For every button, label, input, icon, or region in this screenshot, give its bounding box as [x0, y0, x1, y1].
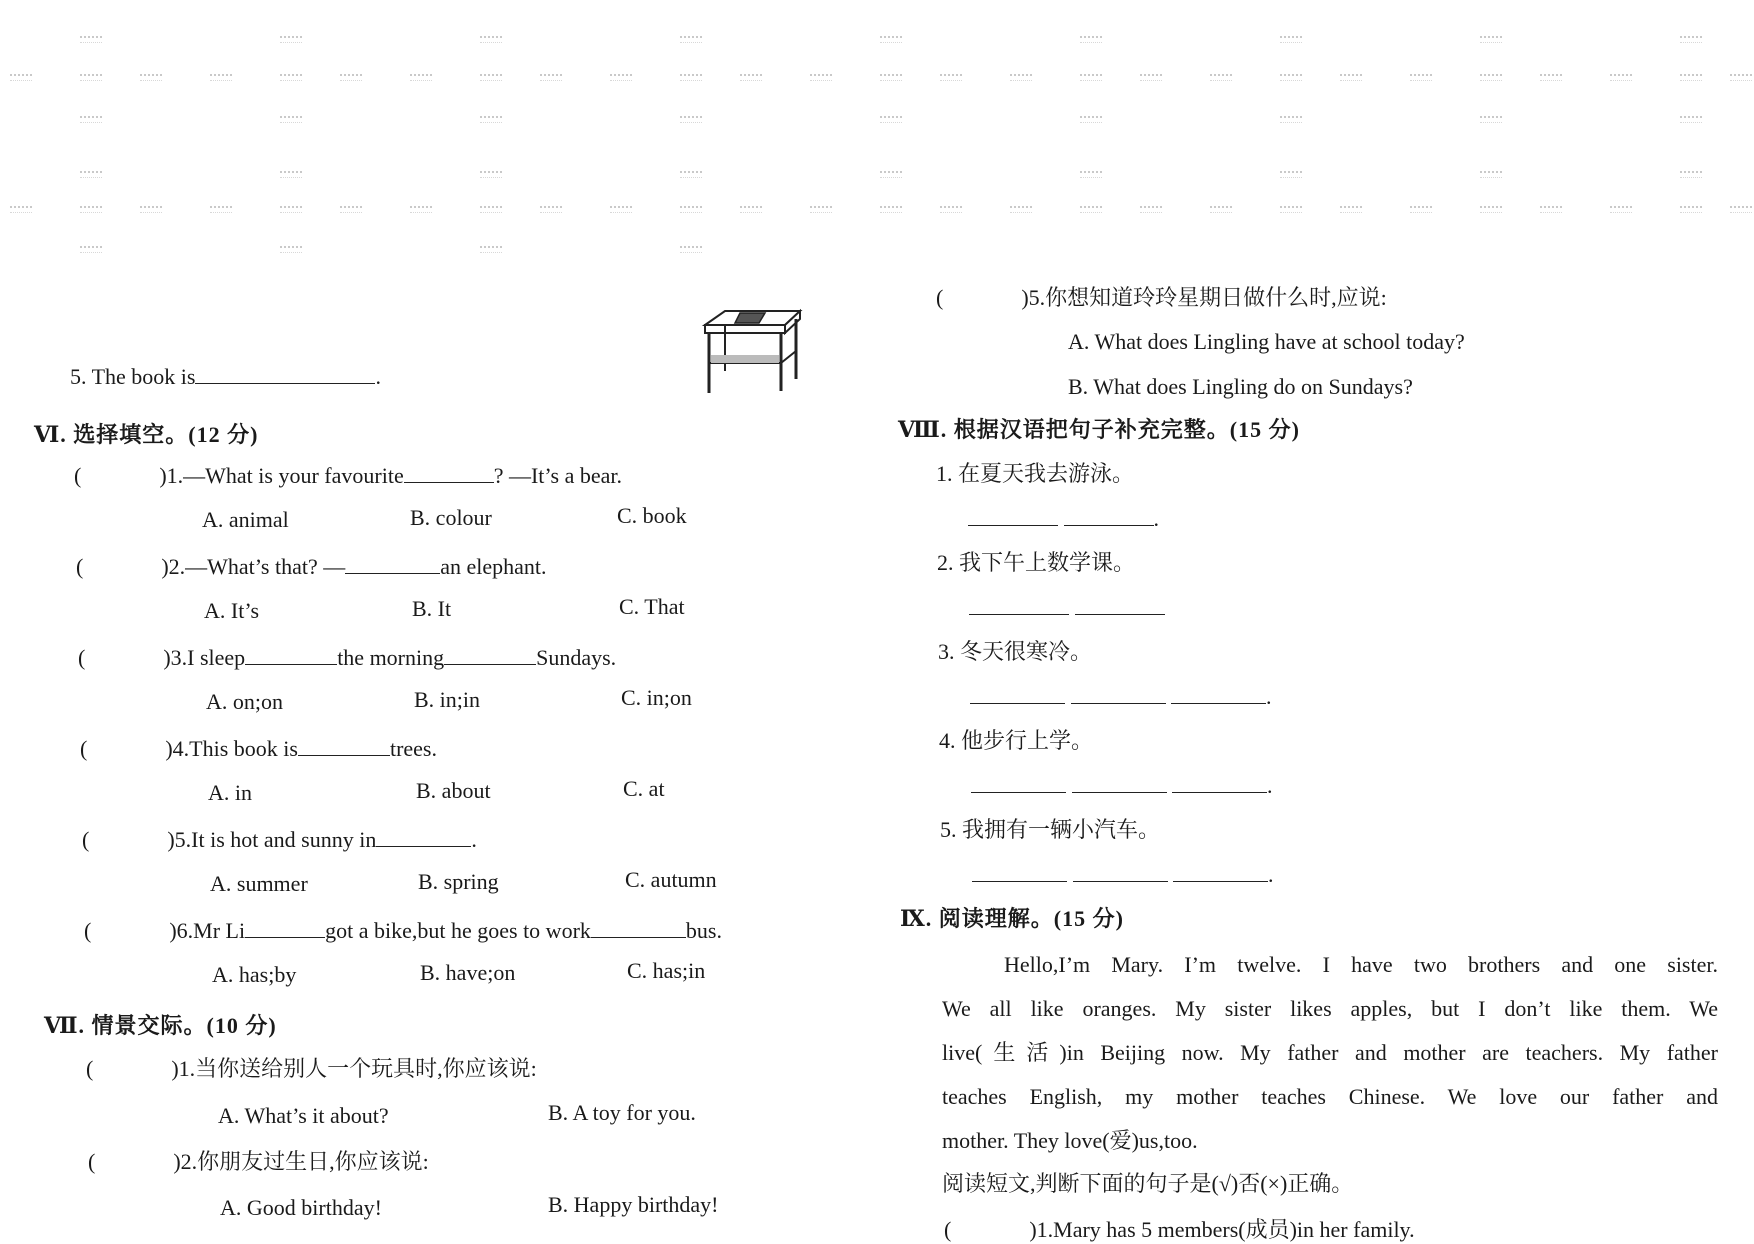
watermark-band	[0, 108, 1754, 138]
watermark-mark	[680, 171, 702, 178]
sec7-q1-option-b[interactable]: B. A toy for you.	[548, 1100, 696, 1125]
section-7-title: Ⅶ. 情景交际。(10 分)	[44, 1013, 277, 1038]
english-sentence	[970, 683, 1272, 711]
watermark-mark	[480, 246, 502, 253]
watermark-mark	[1010, 74, 1032, 81]
watermark-band	[0, 163, 1754, 193]
reading-instruction: 阅读短文,判断下面的句子是(√)否(×)正确。	[942, 1171, 1354, 1196]
chinese-prompt: 3. 冬天很寒冷。	[938, 639, 1093, 664]
watermark-mark	[1480, 74, 1502, 81]
sec7-q1: ( )1.当你送给别人一个玩具时,你应该说:	[86, 1056, 537, 1081]
section-8-title: Ⅷ. 根据汉语把句子补充完整。(15 分)	[898, 417, 1300, 442]
watermark-mark	[280, 246, 302, 253]
answer-blank[interactable]	[591, 919, 686, 938]
text-span: (	[82, 827, 90, 852]
passage-line: mother. They love(爱)us,too.	[942, 1128, 1198, 1153]
text-span: an elephant.	[440, 554, 547, 579]
watermark-mark	[610, 206, 632, 213]
passage-line: We all like oranges. My sister likes apples, but I don’t like them. We	[942, 996, 1718, 1021]
watermark-mark	[1280, 116, 1302, 123]
watermark-mark	[210, 74, 232, 81]
watermark-mark	[1680, 206, 1702, 213]
text-span: Mr Li	[193, 918, 246, 943]
text-span: I sleep	[187, 645, 246, 670]
choice-question	[76, 553, 547, 581]
text-span: (	[80, 736, 88, 761]
watermark-mark	[940, 206, 962, 213]
watermark-mark	[480, 171, 502, 178]
choice-question	[82, 826, 477, 854]
watermark-mark	[1540, 74, 1562, 81]
watermark-mark	[1480, 116, 1502, 123]
watermark-mark	[340, 206, 362, 213]
text-span: got a bike,but he goes to work	[325, 918, 591, 943]
watermark-mark	[1280, 171, 1302, 178]
answer-blank[interactable]	[969, 596, 1069, 615]
chinese-prompt: 4. 他步行上学。	[939, 728, 1094, 753]
watermark-mark	[1480, 36, 1502, 43]
answer-blank[interactable]	[195, 365, 375, 384]
sec7-q1-option-a[interactable]: A. What’s it about?	[218, 1103, 389, 1128]
option-b[interactable]: B. in;in	[414, 687, 481, 712]
passage-line: Hello,I’m Mary. I’m twelve. I have two brothers and one sister.	[1004, 952, 1718, 977]
watermark-mark	[1340, 206, 1362, 213]
option-c[interactable]: C. in;on	[621, 685, 692, 710]
watermark-mark	[140, 206, 162, 213]
watermark-mark	[1280, 206, 1302, 213]
watermark-mark	[480, 206, 502, 213]
text-span: .	[471, 827, 477, 852]
english-sentence	[971, 772, 1273, 800]
text-span: bus.	[685, 918, 722, 943]
chinese-prompt: 1. 在夏天我去游泳。	[936, 461, 1135, 486]
watermark-mark	[1210, 206, 1232, 213]
watermark-mark	[1680, 36, 1702, 43]
passage-line: teaches English, my mother teaches Chinese. We love our father and	[942, 1084, 1718, 1109]
text-span: )3.	[163, 645, 188, 670]
watermark-mark	[1280, 36, 1302, 43]
answer-blank[interactable]	[245, 919, 325, 938]
option-b[interactable]: B. spring	[418, 869, 499, 894]
watermark-band	[0, 28, 1754, 58]
option-c[interactable]: C. has;in	[627, 958, 706, 983]
answer-blank[interactable]	[1173, 863, 1268, 882]
watermark-mark	[1280, 74, 1302, 81]
watermark-mark	[680, 206, 702, 213]
watermark-mark	[480, 36, 502, 43]
watermark-mark	[1140, 74, 1162, 81]
watermark-mark	[940, 74, 962, 81]
option-b[interactable]: B. have;on	[420, 960, 516, 985]
answer-blank[interactable]	[1064, 507, 1154, 526]
option-a[interactable]: A. It’s	[204, 598, 259, 623]
text-span: )6.	[169, 918, 194, 943]
watermark-mark	[1730, 74, 1752, 81]
option-a[interactable]: A. in	[208, 780, 252, 805]
answer-blank[interactable]	[245, 646, 337, 665]
option-c[interactable]: C. autumn	[625, 867, 717, 892]
option-c[interactable]: C. book	[617, 503, 687, 528]
watermark-mark	[680, 116, 702, 123]
watermark-mark	[740, 74, 762, 81]
option-c[interactable]: C. That	[619, 594, 685, 619]
choice-question	[78, 644, 616, 672]
watermark-mark	[540, 206, 562, 213]
option-b[interactable]: B. colour	[410, 505, 492, 530]
watermark-mark	[80, 116, 102, 123]
option-b[interactable]: B. about	[416, 778, 491, 803]
answer-blank[interactable]	[345, 555, 440, 574]
watermark-mark	[1480, 171, 1502, 178]
answer-blank[interactable]	[968, 507, 1058, 526]
answer-blank[interactable]	[1172, 774, 1267, 793]
answer-blank[interactable]	[1171, 685, 1266, 704]
text-span: It is hot and sunny in	[191, 827, 377, 852]
answer-blank[interactable]	[970, 685, 1065, 704]
watermark-mark	[1610, 74, 1632, 81]
section-9-title: Ⅸ. 阅读理解。(15 分)	[900, 906, 1124, 931]
watermark-mark	[1080, 206, 1102, 213]
watermark-mark	[80, 36, 102, 43]
answer-blank[interactable]	[971, 774, 1066, 793]
watermark-mark	[140, 74, 162, 81]
right-q5: ( )5.你想知道玲玲星期日做什么时,应说:	[936, 285, 1387, 310]
watermark-mark	[1140, 206, 1162, 213]
watermark-mark	[1680, 74, 1702, 81]
text-span: (	[78, 645, 86, 670]
text-span: )5.	[167, 827, 192, 852]
watermark-mark	[680, 74, 702, 81]
watermark-mark	[80, 206, 102, 213]
sec7-q2-option-b[interactable]: B. Happy birthday!	[548, 1192, 719, 1217]
watermark-mark	[1210, 74, 1232, 81]
text-span: —What is your favourite	[183, 463, 404, 488]
question-5-book: 5. The book is .	[70, 364, 381, 389]
watermark-mark	[10, 206, 32, 213]
watermark-mark	[1410, 74, 1432, 81]
chinese-prompt: 2. 我下午上数学课。	[937, 550, 1136, 575]
watermark-mark	[680, 36, 702, 43]
text-span: .	[1153, 506, 1159, 531]
watermark-mark	[280, 171, 302, 178]
choice-question	[74, 462, 622, 490]
watermark-mark	[1080, 36, 1102, 43]
answer-blank[interactable]	[298, 737, 390, 756]
watermark-mark	[810, 74, 832, 81]
desk-illustration	[695, 305, 805, 395]
watermark-mark	[1680, 116, 1702, 123]
option-b[interactable]: B. It	[412, 596, 452, 621]
watermark-mark	[480, 116, 502, 123]
option-c[interactable]: C. at	[623, 776, 665, 801]
watermark-mark	[410, 206, 432, 213]
watermark-mark	[1680, 171, 1702, 178]
watermark-mark	[1410, 206, 1432, 213]
watermark-mark	[280, 74, 302, 81]
text-span: (	[76, 554, 84, 579]
text-span: .	[1266, 684, 1272, 709]
text-span: )1.	[159, 463, 184, 488]
text-span: the morning	[337, 645, 445, 670]
watermark-mark	[680, 246, 702, 253]
option-a[interactable]: A. animal	[202, 507, 289, 532]
english-sentence	[969, 594, 1165, 622]
watermark-mark	[1010, 206, 1032, 213]
watermark-mark	[1340, 74, 1362, 81]
watermark-mark	[1080, 74, 1102, 81]
watermark-mark	[880, 171, 902, 178]
passage-line: live(生活)in Beijing now. My father and mother are teachers. My father	[942, 1040, 1718, 1065]
watermark-band	[0, 198, 1754, 228]
watermark-mark	[280, 206, 302, 213]
watermark-mark	[880, 36, 902, 43]
answer-blank[interactable]	[444, 646, 536, 665]
watermark-mark	[880, 206, 902, 213]
section-6-title: Ⅵ. 选择填空。(12 分)	[34, 422, 259, 447]
watermark-mark	[810, 206, 832, 213]
watermark-band	[0, 66, 1754, 96]
watermark-mark	[80, 74, 102, 81]
sec9-q1: ( )1.Mary has 5 members(成员)in her family.	[944, 1217, 1415, 1242]
choice-question	[80, 735, 437, 763]
text-span: This book is	[189, 736, 298, 761]
watermark-mark	[210, 206, 232, 213]
english-sentence	[968, 505, 1159, 533]
text-span: Sundays.	[536, 645, 617, 670]
watermark-mark	[1730, 206, 1752, 213]
watermark-band	[0, 238, 1754, 268]
watermark-mark	[1540, 206, 1562, 213]
text-span: .	[1268, 862, 1274, 887]
watermark-mark	[1080, 116, 1102, 123]
english-sentence	[972, 861, 1274, 889]
watermark-mark	[410, 74, 432, 81]
watermark-mark	[480, 74, 502, 81]
answer-blank[interactable]	[1073, 863, 1168, 882]
watermark-mark	[1480, 206, 1502, 213]
watermark-mark	[540, 74, 562, 81]
text-span: .	[1267, 773, 1273, 798]
text-span: )2.	[161, 554, 186, 579]
watermark-mark	[880, 116, 902, 123]
answer-blank[interactable]	[972, 863, 1067, 882]
watermark-mark	[80, 246, 102, 253]
watermark-mark	[880, 74, 902, 81]
text-span: —What’s that? —	[185, 554, 346, 579]
text-span: ? —It’s a bear.	[493, 463, 623, 488]
answer-blank[interactable]	[1075, 596, 1165, 615]
option-a[interactable]: A. on;on	[206, 689, 283, 714]
watermark-mark	[10, 74, 32, 81]
watermark-mark	[340, 74, 362, 81]
right-q5-option-b[interactable]: B. What does Lingling do on Sundays?	[1068, 374, 1413, 399]
text-span: trees.	[389, 736, 437, 761]
text-span: (	[84, 918, 92, 943]
watermark-mark	[610, 74, 632, 81]
answer-blank[interactable]	[1072, 774, 1167, 793]
chinese-prompt: 5. 我拥有一辆小汽车。	[940, 817, 1161, 842]
answer-blank[interactable]	[1071, 685, 1166, 704]
sec7-q2: ( )2.你朋友过生日,你应该说:	[88, 1149, 429, 1174]
watermark-mark	[740, 206, 762, 213]
right-q5-option-a[interactable]: A. What does Lingling have at school today?	[1068, 329, 1465, 354]
watermark-mark	[280, 36, 302, 43]
text-span: (	[74, 463, 82, 488]
watermark-mark	[80, 171, 102, 178]
answer-blank[interactable]	[404, 464, 494, 483]
choice-question	[84, 917, 722, 945]
option-a[interactable]: A. summer	[210, 871, 308, 896]
option-a[interactable]: A. has;by	[212, 962, 297, 987]
answer-blank[interactable]	[376, 828, 471, 847]
watermark-mark	[1610, 206, 1632, 213]
text-span: )4.	[165, 736, 190, 761]
watermark-mark	[280, 116, 302, 123]
watermark-mark	[1080, 171, 1102, 178]
sec7-q2-option-a[interactable]: A. Good birthday!	[220, 1195, 382, 1220]
